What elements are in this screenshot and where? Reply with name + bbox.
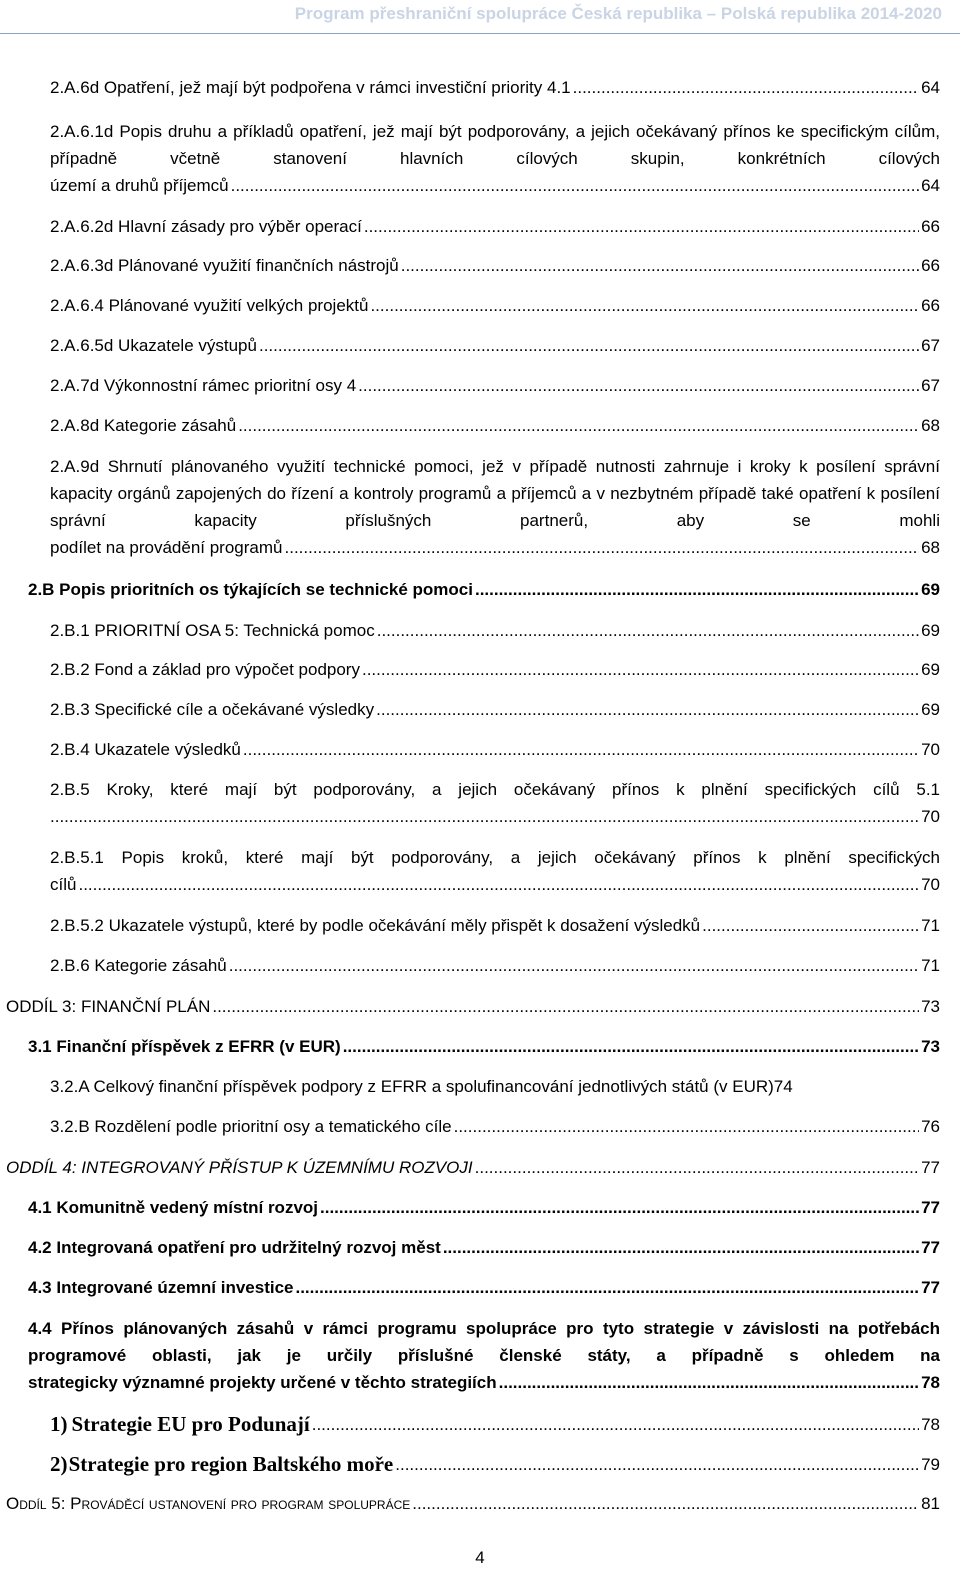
toc-entry-2a6d[interactable] xyxy=(50,74,940,101)
toc-entry-title: 4.3 Integrované územní investice xyxy=(28,1278,294,1297)
toc-page-number: 70 xyxy=(921,740,940,759)
toc-page-number: 71 xyxy=(921,956,940,975)
toc-page-number: 69 xyxy=(921,580,940,599)
toc-entry-2b3[interactable] xyxy=(50,696,940,723)
toc-entry-2b51[interactable] xyxy=(50,844,940,898)
toc-page-number: 78 xyxy=(921,1415,940,1434)
toc-page-number: 66 xyxy=(921,256,940,275)
dot-leader xyxy=(212,993,919,1020)
toc-page-number: 79 xyxy=(921,1455,940,1474)
toc-entry-title-cont: strategicky významné projekty určené v těchto strategiích xyxy=(28,1373,497,1392)
toc-entry-title: ODDÍL 4: INTEGROVANÝ PŘÍSTUP K ÚZEMNÍMU ROZVOJI xyxy=(6,1158,473,1177)
dot-leader xyxy=(50,803,919,830)
toc-entry-2b4[interactable] xyxy=(50,736,940,763)
toc-page-number: 78 xyxy=(921,1373,940,1392)
dot-leader xyxy=(285,534,920,561)
dot-leader xyxy=(573,74,919,101)
toc-entry-title: Oddíl 5: Prováděcí ustanovení pro program spolupráce xyxy=(6,1494,411,1513)
toc-page-number: 67 xyxy=(921,376,940,395)
dot-leader xyxy=(475,1154,919,1181)
header-rule xyxy=(0,33,960,34)
toc-entry-title: 4.1 Komunitně vedený místní rozvoj xyxy=(28,1198,319,1217)
toc-page-number: 73 xyxy=(921,997,940,1016)
dot-leader xyxy=(412,1490,919,1517)
toc-entry-title: 2.A.6.5d Ukazatele výstupů xyxy=(50,336,257,355)
toc-entry-title-cont: cílů xyxy=(50,875,77,894)
dot-leader xyxy=(499,1369,919,1396)
toc-entry-2b5[interactable] xyxy=(50,776,940,830)
toc-entry-title-cont: podílet na provádění programů xyxy=(50,538,283,557)
toc-entry-number: 1) xyxy=(50,1412,68,1436)
toc-entry-2a65d[interactable] xyxy=(50,332,940,359)
toc-page-number: 70 xyxy=(921,875,940,894)
toc-entry-title: 2.B.5.2 Ukazatele výstupů, které by podle očekávání měly přispět k dosažení výsledků xyxy=(50,916,701,935)
toc-entry-title: 2.B.5 Kroky, které mají být podporovány, a jejich očekávaný přínos k plnění specifických cílů 5.1 xyxy=(50,780,940,799)
toc-entry-oddil-3[interactable] xyxy=(6,993,940,1020)
toc-page-number: 71 xyxy=(921,916,940,935)
toc-entry-title: 2.A.6.2d Hlavní zásady pro výběr operací xyxy=(50,217,362,236)
toc-entry-title: 2.A.6.3d Plánované využití finančních nástrojů xyxy=(50,256,399,275)
toc-entry-2a8d[interactable] xyxy=(50,412,940,439)
toc-entry-title: 2.A.6.4 Plánované využití velkých projektů xyxy=(50,296,369,315)
toc-entry-title: 2.A.8d Kategorie zásahů xyxy=(50,416,237,435)
toc-entry-title: 2.B.5.1 Popis kroků, které mají být podporovány, a jejich očekávaný přínos k plnění specifických xyxy=(50,848,940,867)
toc-entry-title: 4.4 Přínos plánovaných zásahů v rámci programu spolupráce pro tyto strategie v závislosti na potřebách programové oblasti, jak je určily příslušné členské státy, a případně s ohledem na xyxy=(28,1319,940,1365)
toc-page-number: 68 xyxy=(921,538,940,557)
dot-leader xyxy=(231,172,919,199)
toc-entry-4-1[interactable] xyxy=(28,1194,940,1221)
toc-page-number: 70 xyxy=(921,807,940,826)
dot-leader xyxy=(362,656,919,683)
dot-leader xyxy=(229,952,919,979)
toc-entry-title: 2.A.6d Opatření, jež mají být podpořena v rámci investiční priority 4.1 xyxy=(50,78,571,97)
dot-leader xyxy=(295,1274,919,1301)
toc-page-number: 73 xyxy=(921,1037,940,1056)
page-number: 4 xyxy=(475,1548,485,1567)
toc-entry-2a7d[interactable] xyxy=(50,372,940,399)
toc-page-number: 77 xyxy=(921,1238,940,1257)
toc-entry-2b52[interactable] xyxy=(50,912,940,939)
dot-leader xyxy=(364,213,919,240)
toc-entry-oddil-4[interactable] xyxy=(6,1154,940,1181)
toc-entry-2b[interactable] xyxy=(28,576,940,603)
toc-entry-strategy-danube[interactable] xyxy=(50,1408,940,1438)
dot-leader xyxy=(259,332,919,359)
toc-entry-strategy-baltic[interactable] xyxy=(50,1448,940,1478)
toc-entry-oddil-5[interactable] xyxy=(6,1490,940,1517)
dot-leader xyxy=(320,1194,919,1221)
dot-leader xyxy=(376,696,919,723)
toc-entry-2a9d[interactable] xyxy=(50,453,940,561)
toc-entry-title: Strategie EU pro Podunají xyxy=(71,1412,310,1436)
toc-entry-3-1[interactable] xyxy=(28,1033,940,1060)
toc-page-number: 66 xyxy=(921,296,940,315)
toc-entry-title-cont: území a druhů příjemců xyxy=(50,176,229,195)
dot-leader xyxy=(312,1411,919,1438)
toc-page-number: 77 xyxy=(921,1158,940,1177)
toc-entry-title: 2.B Popis prioritních os týkajících se technické pomoci xyxy=(28,580,473,599)
toc-entry-title: 2.B.3 Specifické cíle a očekávané výsledky xyxy=(50,700,375,719)
dot-leader xyxy=(454,1113,919,1140)
toc-entry-title: 2.A.6.1d Popis druhu a příkladů opatření, jež mají být podporovány, a jejich očekávaný přínos ke specifickým cílům, případně včetně stanovení hlavních cílových skupin, konkrétních cílových xyxy=(50,122,940,168)
toc-entry-title: 2.B.4 Ukazatele výsledků xyxy=(50,740,241,759)
dot-leader xyxy=(358,372,919,399)
toc-page-number: 76 xyxy=(921,1117,940,1136)
dot-leader xyxy=(78,871,919,898)
toc-entry-4-4[interactable] xyxy=(28,1315,940,1396)
running-header: Program přeshraniční spolupráce Česká republika – Polská republika 2014-2020 xyxy=(294,4,942,23)
toc-entry-4-2[interactable] xyxy=(28,1234,940,1261)
dot-leader xyxy=(475,576,919,603)
toc-entry-title: 2.A.7d Výkonnostní rámec prioritní osy 4 xyxy=(50,376,357,395)
toc-entry-title: 2.B.1 PRIORITNÍ OSA 5: Technická pomoc xyxy=(50,621,375,640)
toc-entry-title: 2.A.9d Shrnutí plánovaného využití technické pomoci, jež v případě nutnosti zahrnuje i kroky k posílení správní kapacity orgánů zapojených do řízení a kontroly programů a příjemců a v nezbytném případě také opatření k posílení správní kapacity příslušných partnerů, aby se mohli xyxy=(50,457,940,530)
toc-entry-title: ODDÍL 3: FINANČNÍ PLÁN xyxy=(6,997,211,1016)
toc-entry-2a61d[interactable] xyxy=(50,118,940,199)
toc-page-number: 64 xyxy=(921,176,940,195)
toc-entry-title: 3.2.A Celkový finanční příspěvek podpory z EFRR a spolufinancování jednotlivých států (v EUR) xyxy=(50,1077,774,1096)
toc-page-number: 69 xyxy=(921,660,940,679)
toc-entry-2a64[interactable] xyxy=(50,292,940,319)
toc-page-number: 77 xyxy=(921,1278,940,1297)
dot-leader xyxy=(343,1033,919,1060)
toc-entry-3-2-a[interactable] xyxy=(50,1073,940,1100)
dot-leader xyxy=(443,1234,919,1261)
dot-leader xyxy=(243,736,919,763)
toc-entry-2b6[interactable] xyxy=(50,952,940,979)
toc-page-number: 66 xyxy=(921,217,940,236)
dot-leader xyxy=(377,617,919,644)
toc-entry-title: 2.B.2 Fond a základ pro výpočet podpory xyxy=(50,660,360,679)
toc-page-number: 77 xyxy=(921,1198,940,1217)
toc-page-number: 69 xyxy=(921,621,940,640)
dot-leader xyxy=(395,1451,919,1478)
toc-entry-3-2-b[interactable] xyxy=(50,1113,940,1140)
toc-entry-4-3[interactable] xyxy=(28,1274,940,1301)
toc-entry-number: 2) xyxy=(50,1452,68,1476)
toc-page-number: 67 xyxy=(921,336,940,355)
toc-entry-title: 3.1 Finanční příspěvek z EFRR (v EUR) xyxy=(28,1037,341,1056)
toc-entry-2a63d[interactable] xyxy=(50,252,940,279)
toc-entry-2b1[interactable] xyxy=(50,617,940,644)
toc-entry-2a62d[interactable] xyxy=(50,213,940,240)
dot-leader xyxy=(370,292,919,319)
toc-page-number: 68 xyxy=(921,416,940,435)
toc-page-number: 69 xyxy=(921,700,940,719)
toc-entry-title: 2.B.6 Kategorie zásahů xyxy=(50,956,227,975)
toc-entry-title: Strategie pro region Baltského moře xyxy=(68,1452,394,1476)
toc-entry-title: 4.2 Integrovaná opatření pro udržitelný rozvoj měst xyxy=(28,1238,441,1257)
toc-page-number: 64 xyxy=(921,78,940,97)
dot-leader xyxy=(702,912,919,939)
dot-leader xyxy=(401,252,919,279)
toc-page-number: 81 xyxy=(921,1494,940,1513)
toc-entry-2b2[interactable] xyxy=(50,656,940,683)
dot-leader xyxy=(238,412,919,439)
toc-entry-title: 3.2.B Rozdělení podle prioritní osy a tematického cíle xyxy=(50,1117,452,1136)
toc-page-number: 74 xyxy=(773,1077,793,1096)
